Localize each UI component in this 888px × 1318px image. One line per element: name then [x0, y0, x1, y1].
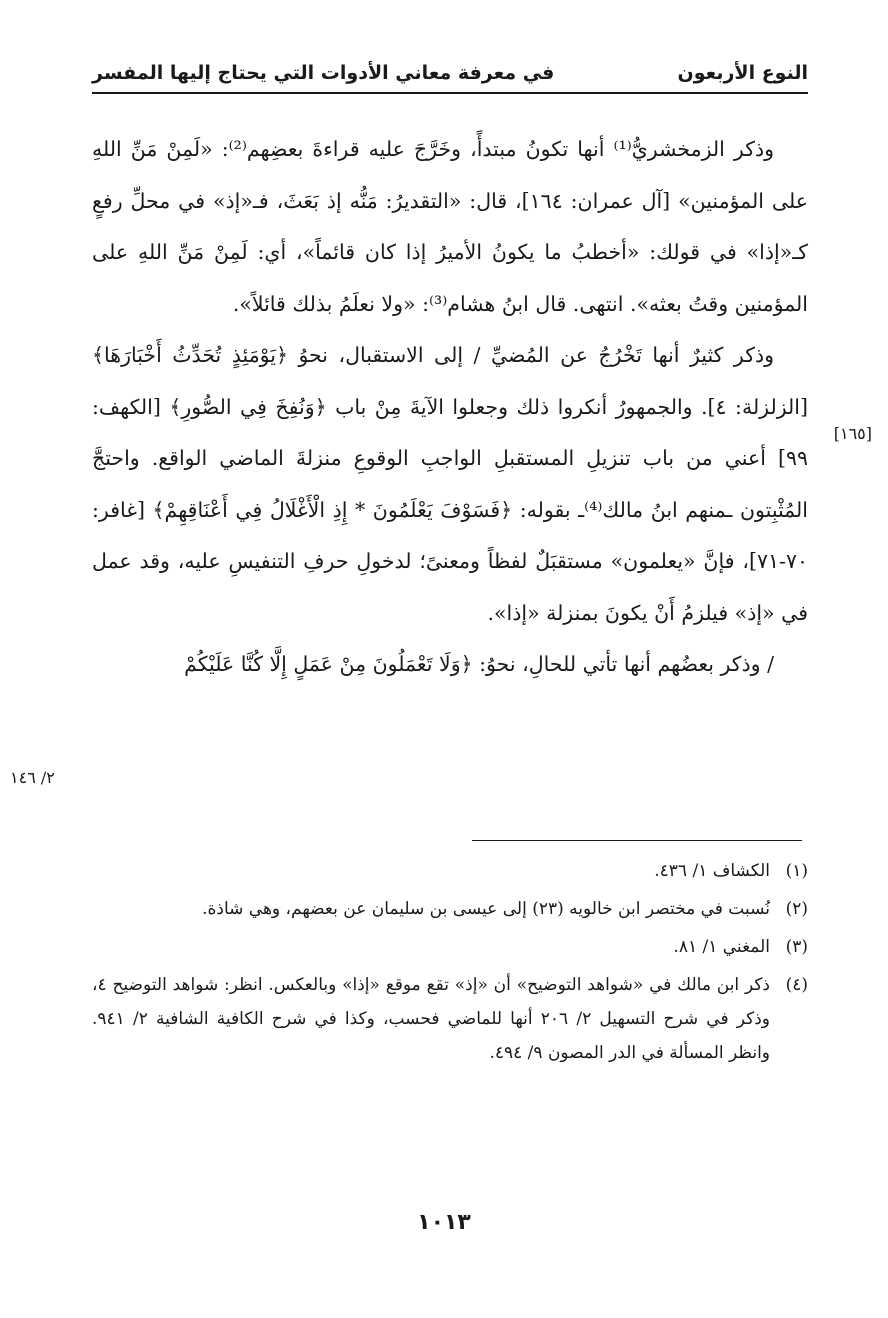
running-header: [92, 56, 808, 94]
footnote-number: (٤): [785, 975, 808, 995]
footnote-text: نُسبت في مختصر ابن خالويه (٢٣) إلى عيسى بن سليمان عن بعضهم، وهي شاذة.: [202, 899, 770, 919]
paragraph-zamakhshari: وذكر الزمخشريُّ⁽¹⁾ أنها تكونُ مبتدأً، وخَرَّجَ عليه قراءةَ بعضِهم⁽²⁾: «لَمِنْ مَنِّ اللهِ على المؤمنين» [آل عمران: ١٦٤]، قال: «التقديرُ: مَنُّه إذ بَعَثَ، فـ«إذ» في محلِّ رفعٍ كـ«إذا» في قولك: «أخطبُ ما يكونُ الأميرُ إذا كان قائماً»، أي: لَمِنْ مَنِّ اللهِ على المؤمنين وقتُ بعثه». انتهى. قال ابنُ هشام⁽³⁾: «ولا نعلَمُ بذلك قائلاً».: [92, 137, 808, 316]
chapter-title: النوع الأربعون: [677, 62, 808, 84]
footnote-text: ذكر ابن مالك في «شواهد التوضيح» أن «إذ» تقع موقع «إذا» وبالعكس. انظر: شواهد التوضيح ٤، وذكر في شرح التسهيل ٢/ ٢٠٦ أنها للماضي فحسب، وكذا في شرح الكافية الشافية ٢/ ٩٤١. وانظر المسألة في الدر المصون ٩/ ٤٩٤.: [92, 975, 770, 1063]
footnote-divider: [472, 840, 802, 841]
footnote-text: المغني ١/ ٨١.: [673, 937, 770, 957]
footnote: [92, 930, 808, 964]
footnote-text: الكشاف ١/ ٤٣٦.: [654, 861, 770, 881]
paragraph-future-usage: وذكر كثيرٌ أنها تَخْرُجُ عن المُضيِّ / إلى الاستقبال، نحوُ ﴿يَوْمَئِذٍ تُحَدِّثُ أَخْبَارَهَا﴾ [الزلزلة: ٤]. والجمهورُ أنكروا ذلك وجعلوا الآيةَ مِنْ باب ﴿وَنُفِخَ فِي الصُّورِ﴾ [الكهف: ٩٩] أعني من باب تنزيلِ المستقبلِ الواجبِ الوقوعِ منزلةَ الماضي الواقع. واحتجَّ المُثْبِتون ـمنهم ابنُ مالك⁽⁴⁾ـ بقوله: ﴿فَسَوْفَ يَعْلَمُونَ * إِذِ الْأَغْلَالُ فِي أَعْنَاقِهِمْ﴾ [غافر: ٧٠-٧١]، فإنَّ «يعلمون» مستقبَلٌ لفظاً ومعنىً؛ لدخولِ حرفِ التنفيسِ عليه، وقد عمل في «إذ» فيلزمُ أَنْ يكونَ بمنزلة «إذا».: [92, 343, 808, 625]
page-number: ١٠١٣: [417, 1210, 471, 1235]
main-text: [92, 124, 808, 691]
footnote-number: (٣): [785, 937, 808, 957]
topic-title: في معرفة معاني الأدوات التي يحتاج إليها المفسر: [92, 62, 555, 84]
paragraph-present-usage: / وذكر بعضُهم أنها تأتي للحالِ، نحوُ: ﴿وَلَا تَعْمَلُونَ مِنْ عَمَلٍ إِلَّا كُنَّا عَلَيْكُمْ: [184, 652, 774, 676]
margin-page-ref-165: [١٦٥]: [833, 424, 872, 443]
footnote: [92, 854, 808, 888]
footnote: [92, 892, 808, 926]
footnote: [92, 968, 808, 1070]
margin-volume-ref-2-146: ٢/ ١٤٦: [10, 768, 55, 787]
footnote-number: (٢): [785, 899, 808, 919]
footnotes: [92, 854, 808, 1074]
footnote-number: (١): [785, 861, 808, 881]
